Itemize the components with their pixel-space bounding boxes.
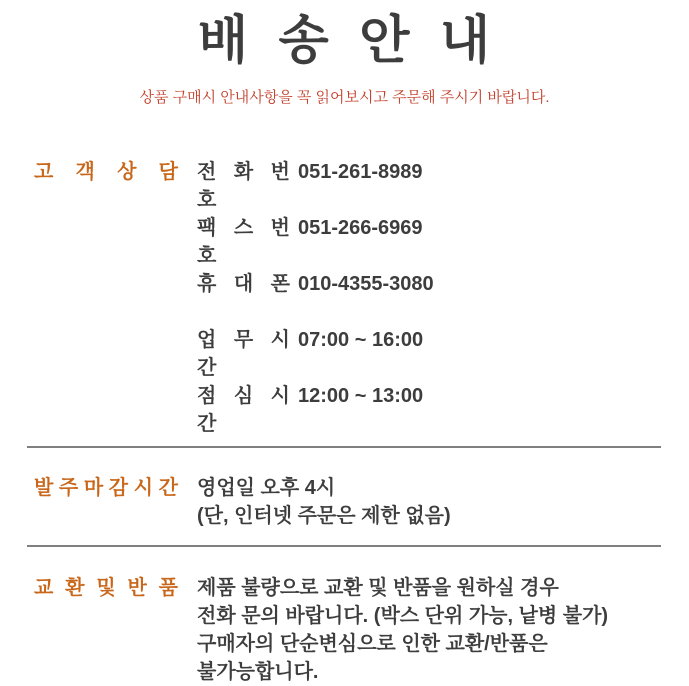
exchange-return-label: 교 환 및 반 품 (34, 577, 178, 599)
customer-service-content (197, 158, 434, 438)
mobile-number-row (197, 270, 434, 298)
page-title: 배 송 안 내 (197, 12, 492, 70)
section-customer-service (0, 158, 689, 438)
fax-number-value: 051-266-6969 (298, 217, 423, 239)
phone-number-value: 051-261-8989 (298, 161, 423, 183)
business-hours-row (197, 326, 434, 382)
order-deadline-label: 발 주 마 감 시 간 (34, 477, 178, 499)
customer-service-label: 고 객 상 담 (34, 161, 178, 183)
phone-number-row (197, 158, 434, 214)
business-hours-key: 업 무 시 간 (197, 329, 290, 379)
order-deadline-note: (단, 인터넷 주문은 제한 없음) (197, 505, 451, 527)
divider (27, 545, 661, 547)
exchange-return-content (197, 574, 608, 686)
order-deadline-content (197, 474, 451, 530)
mobile-number-key: 휴 대 폰 (197, 273, 290, 295)
lunch-hours-row (197, 382, 434, 438)
fax-number-row (197, 214, 434, 270)
lunch-hours-key: 점 심 시 간 (197, 385, 290, 435)
blank-row (197, 298, 434, 326)
delivery-info-page (0, 10, 689, 683)
section-exchange-return (0, 574, 689, 686)
lunch-hours-value: 12:00 ~ 13:00 (298, 385, 424, 407)
exchange-return-line: 전화 문의 바랍니다. (박스 단위 가능, 낱병 불가) (197, 605, 609, 627)
phone-number-key: 전 화 번 호 (197, 161, 290, 211)
exchange-return-line: 제품 불량으로 교환 및 반품을 원하실 경우 (197, 577, 559, 599)
fax-number-key: 팩 스 번 호 (197, 217, 290, 267)
business-hours-value: 07:00 ~ 16:00 (298, 329, 424, 351)
page-subtitle: 상품 구매시 안내사항을 꼭 읽어보시고 주문해 주시기 바랍니다. (139, 89, 550, 106)
section-order-deadline (0, 474, 689, 530)
exchange-return-line: 구매자의 단순변심으로 인한 교환/반품은 (197, 633, 548, 655)
divider (27, 446, 661, 448)
order-deadline-line: 영업일 오후 4시 (197, 477, 336, 499)
exchange-return-line: 불가능합니다. (197, 661, 319, 683)
mobile-number-value: 010-4355-3080 (298, 273, 434, 295)
